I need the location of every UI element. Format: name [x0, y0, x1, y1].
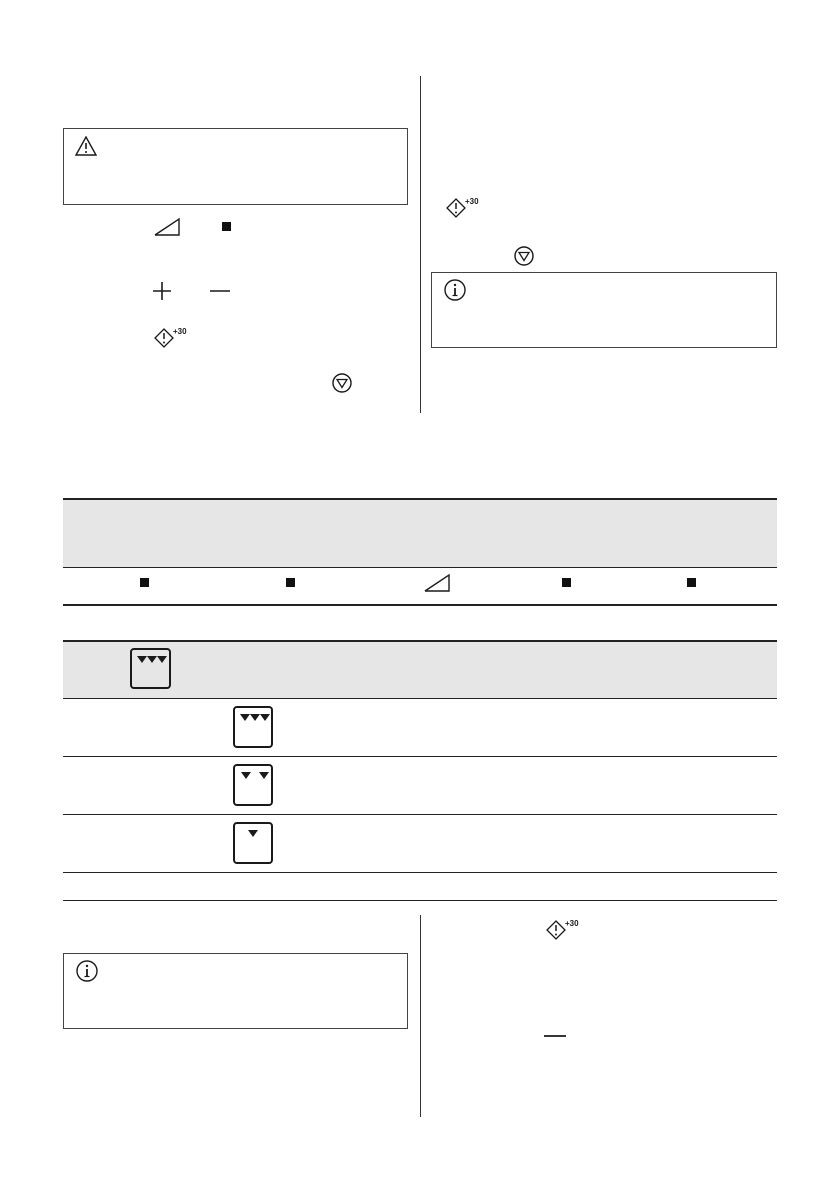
info-box-bottom	[63, 953, 408, 1029]
ramp-icon	[153, 217, 181, 237]
column-divider-bottom	[420, 915, 421, 1117]
header-square-4-icon	[687, 578, 696, 587]
header-square-2-icon	[286, 578, 295, 587]
table-header	[63, 498, 777, 567]
warning-box	[63, 128, 408, 205]
svg-text:+30: +30	[565, 919, 579, 928]
oven-two-triangles-icon	[233, 764, 273, 806]
svg-text:+30: +30	[465, 197, 479, 206]
table-row	[63, 757, 777, 814]
minus-icon	[208, 280, 232, 302]
stop-icon	[513, 245, 535, 267]
oven-one-triangle-icon	[233, 822, 273, 864]
power-boost-icon	[444, 196, 480, 220]
power-boost-icon	[152, 326, 188, 350]
warning-icon	[75, 136, 97, 156]
header-square-3-icon	[562, 578, 571, 587]
square-indicator-icon	[222, 222, 231, 231]
header-square-1-icon	[140, 578, 149, 587]
info-icon	[443, 278, 467, 302]
oven-three-triangles-icon	[130, 648, 171, 689]
info-box	[431, 272, 777, 348]
info-icon	[75, 959, 99, 983]
column-divider-top	[420, 76, 421, 413]
oven-three-triangles-icon	[233, 706, 273, 748]
header-ramp-icon	[423, 573, 451, 593]
svg-text:+30: +30	[173, 327, 187, 336]
plus-icon	[151, 280, 173, 302]
stop-icon	[331, 372, 353, 394]
power-boost-icon	[544, 918, 580, 942]
minus-icon	[542, 1025, 568, 1047]
table-row	[63, 815, 777, 872]
table-row	[63, 699, 777, 756]
